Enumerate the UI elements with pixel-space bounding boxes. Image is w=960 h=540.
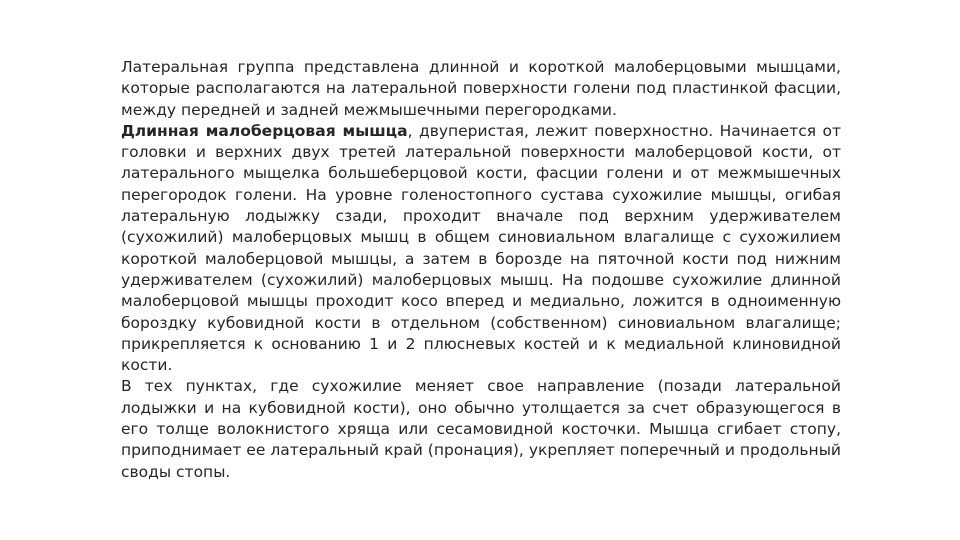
paragraph-tendon-direction: В тех пунктах, где сухожилие меняет свое направление (позади латеральной лодыжки и на кубовидной кости), оно обычно утолщается за счет образующегося в его толще волокнистого хряща или сесамовидной косточки. Мышца сгибает стопу, приподнимает ее латеральный край (пронация), укрепляет поперечный и продольный своды стопы. [121,377,841,481]
paragraph-long-peroneal-description: , двуперистая, лежит поверхностно. Начинается от головки и верхних двух третей латеральной поверхности малоберцовой кости, от латерального мыщелка большеберцовой кости, фасции голени и от межмышечных перегородок голени. На уровне голеностопного сустава сухожилие мышцы, огибая латеральную лодыжку сзади, проходит вначале под верхним удерживателем (сухожилий) малоберцовых мышц в общем синовиальном влагалище с сухожилием короткой малоберцовой мышцы, а затем в борозде на пяточной кости под нижним удерживателем (сухожилий) малоберцовых мышц. На подошве сухожилие длинной малоберцовой мышцы проходит косо вперед и медиально, ложится в одноименную бороздку кубовидной кости в отдельном (собственном) синовиальном влагалище; прикрепляется к основанию 1 и 2 плюсневых костей и к медиальной клиновидной кости. [121,121,842,375]
term-long-peroneal-muscle: Длинная малоберцовая мышца [121,121,408,140]
paragraph-lateral-group: Латеральная группа представлена длинной и короткой малоберцовыми мышцами, которые располагаются на латеральной поверхности голени под пластинкой фасции, между передней и задней межмышечными перегородками. [121,58,841,119]
paragraph-long-peroneal-muscle [121,121,841,377]
text-block [121,57,841,483]
